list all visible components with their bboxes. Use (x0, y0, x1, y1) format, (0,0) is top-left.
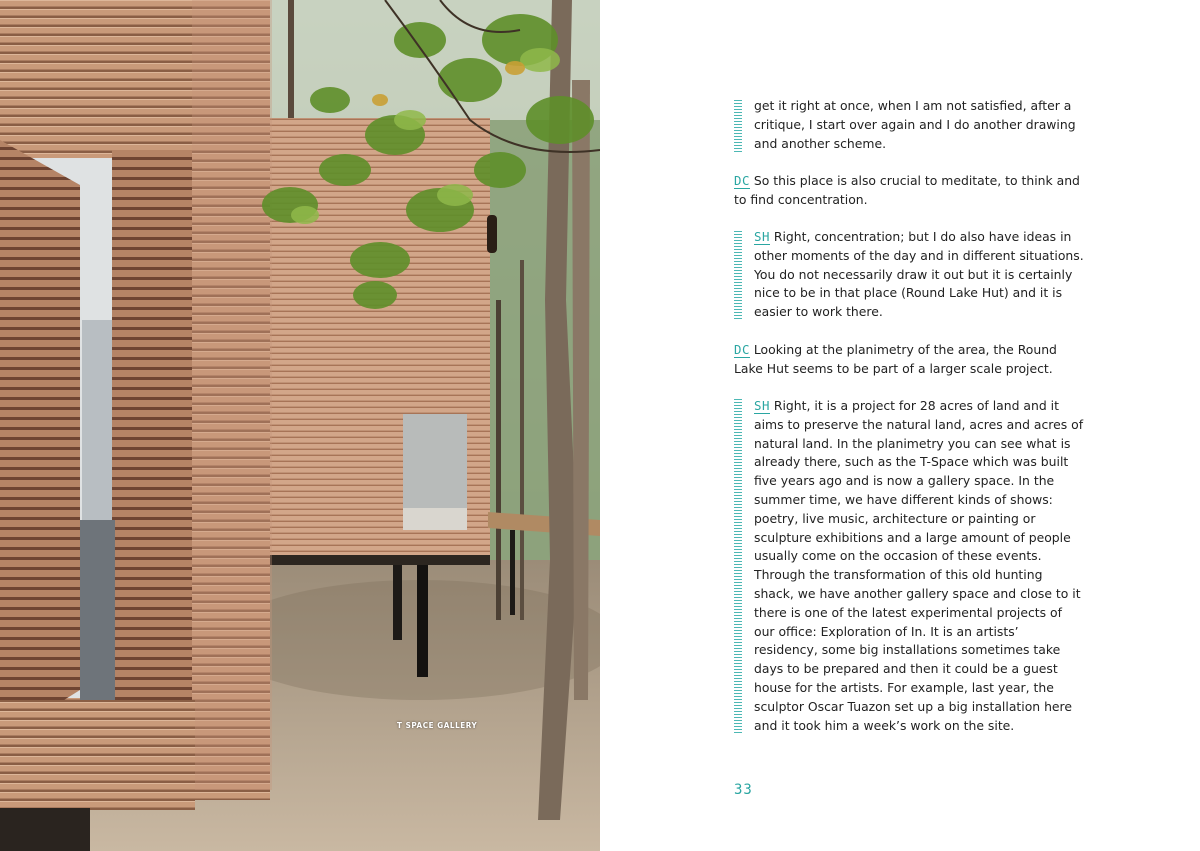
page-number: 33 (734, 782, 753, 798)
interview-paragraph (734, 341, 1084, 379)
photo-caption: T SPACE GALLERY (397, 721, 478, 730)
interview-paragraph (734, 172, 1084, 210)
paragraph-text: Right, it is a project for 28 acres of land and it aims to preserve the natural land, acres and acres of natural land. In the planimetry you can see what is already there, such as the T-Space which was built five years ago and is now a gallery space. In the summer time, we have different kinds of shows: poetry, live music, architecture or painting or sculpture exhibitions and a large amount of people usually come on the occasion of these events. (754, 398, 1084, 564)
quote-bar (734, 399, 742, 733)
speaker-label: DC (734, 173, 750, 188)
speaker-label: SH (754, 398, 770, 413)
quote-bar (734, 231, 742, 321)
interview-paragraph (754, 397, 1084, 735)
text-page (600, 0, 1200, 851)
interview-paragraph (754, 97, 1084, 153)
speaker-label: SH (754, 229, 770, 244)
paragraph-text-continued: Through the transformation of this old hunting shack, we have another gallery space and close to it there is one of the latest experimental projects of our office: Exploration of In. It is an artists’ residency, some big installations sometimes take days to be prepared and then it could be a guest house for the artists. For example, last year, the sculptor Oscar Tuazon set up a big installation here and it took him a week’s work on the site. (754, 567, 1081, 733)
speaker-label: DC (734, 342, 750, 357)
interview-paragraph (754, 228, 1084, 322)
quote-bar (734, 100, 742, 152)
paragraph-text: So this place is also crucial to meditate, to think and to find concentration. (734, 173, 1080, 207)
paragraph-text: get it right at once, when I am not satisfied, after a critique, I start over again and I do another drawing and another scheme. (754, 98, 1076, 151)
paragraph-text: Right, concentration; but I do also have ideas in other moments of the day and in different situations. You do not necessarily draw it out but it is certainly nice to be in that place (Round Lake Hut) and it is easier to work there. (754, 229, 1084, 320)
paragraph-text: Looking at the planimetry of the area, the Round Lake Hut seems to be part of a larger scale project. (734, 342, 1057, 376)
